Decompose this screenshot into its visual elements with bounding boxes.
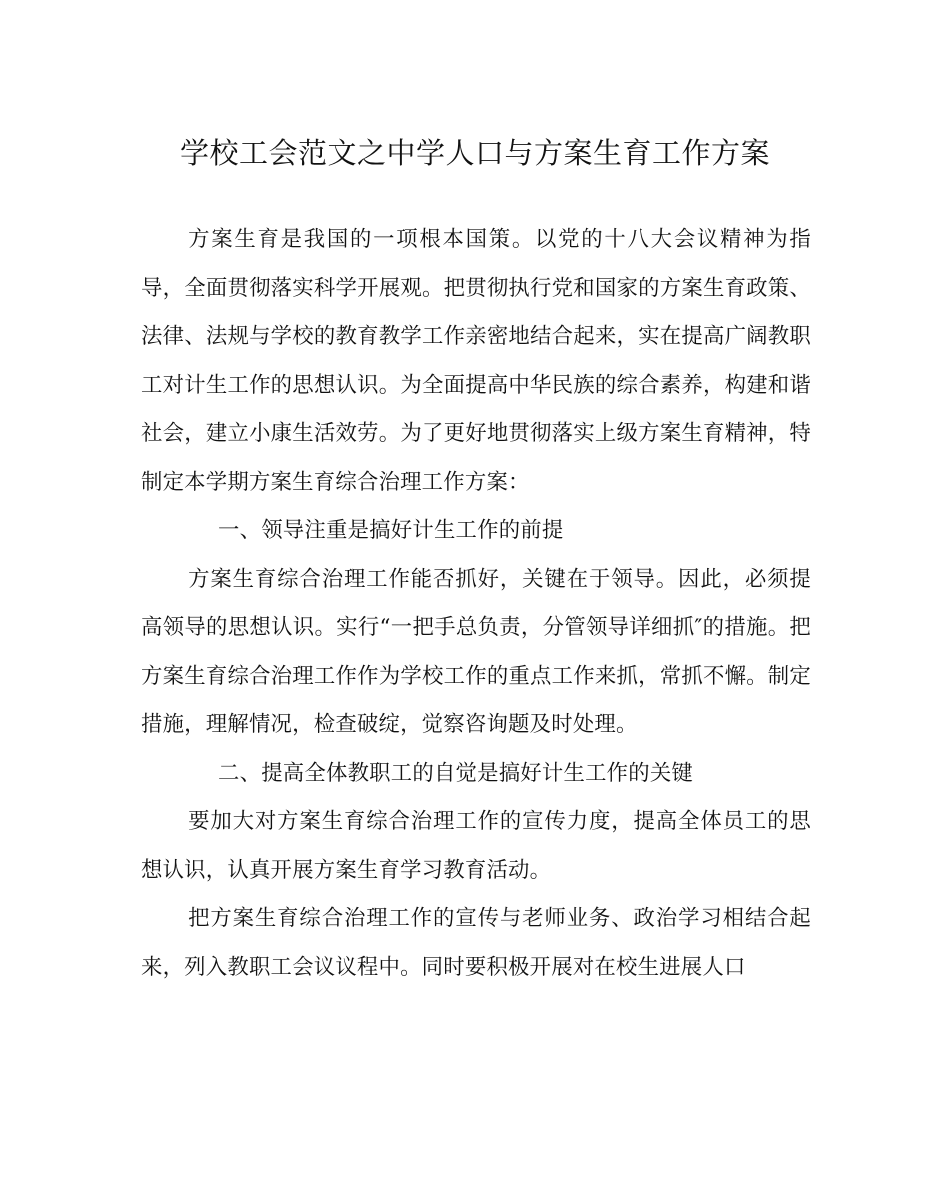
paragraph-leadership: 方案生育综合治理工作能否抓好，关键在于领导。因此，必须提高领导的思想认识。实行“一把手总负责，分管领导详细抓″的措施。把方案生育综合治理工作作为学校工作的重点工作来抓，常抓不懈。制定措施，理解情况，检查破绽，觉察咨询题及时处理。	[141, 566, 811, 737]
section-heading-1: 一、领导注重是搞好计生工作的前提	[218, 518, 564, 543]
paragraph-integration: 把方案生育综合治理工作的宣传与老师业务、政治学习相结合起来，列入教职工会议议程中。同时要积极开展对在校生进展人口	[141, 906, 811, 980]
paragraph-publicity: 要加大对方案生育综合治理工作的宣传力度，提高全体员工的思想认识，认真开展方案生育学习教育活动。	[141, 809, 811, 883]
section-heading-2: 二、提高全体教职工的自觉是搞好计生工作的关键	[218, 760, 694, 786]
paragraph-intro: 方案生育是我国的一项根本国策。以党的十八大会议精神为指导，全面贯彻落实科学开展观。把贯彻执行党和国家的方案生育政策、法律、法规与学校的教育教学工作亲密地结合起来，实在提高广阔教职工对计生工作的思想认识。为全面提高中华民族的综合素养，构建和谐社会，建立小康生活效劳。为了更好地贯彻落实上级方案生育精神，特制定本学期方案生育综合治理工作方案：	[141, 227, 811, 495]
document-title: 学校工会范文之中学人口与方案生育工作方案	[179, 136, 770, 170]
document-body	[141, 216, 811, 992]
